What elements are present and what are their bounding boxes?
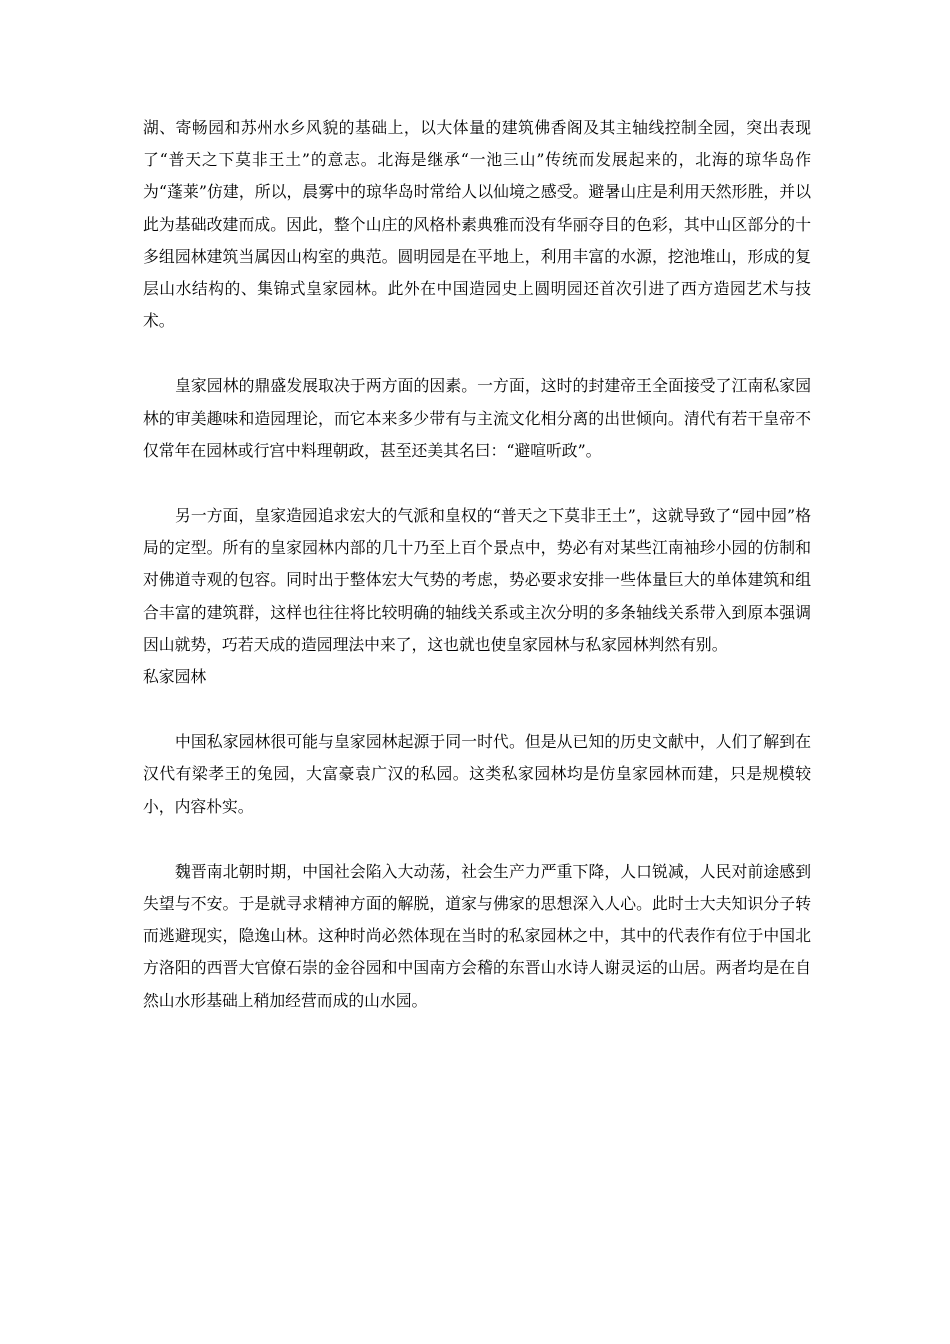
paragraph-royal-gardens-continued: 湖、寄畅园和苏州水乡风貌的基础上，以大体量的建筑佛香阁及其主轴线控制全园，突出表现了“普天之下莫非王土”的意志。北海是继承“一池三山”传统而发展起来的，北海的琼华岛作为“蓬莱”仿建，所以，晨雾中的琼华岛时常给人以仙境之感受。避暑山庄是利用天然形胜，并以此为基础改建而成。因此，整个山庄的风格朴素典雅而没有华丽夺目的色彩，其中山区部分的十多组园林建筑当属因山构室的典范。圆明园是在平地上，利用丰富的水源，挖池堆山，形成的复层山水结构的、集锦式皇家园林。此外在中国造园史上圆明园还首次引进了西方造园艺术与技术。 — [143, 118, 811, 331]
paragraph-wei-jin-period: 魏晋南北朝时期，中国社会陷入大动荡，社会生产力严重下降，人口锐减，人民对前途感到失望与不安。于是就寻求精神方面的解脱，道家与佛家的思想深入人心。此时士大夫知识分子转而逃避现实，隐逸山林。这种时尚必然体现在当时的私家园林之中，其中的代表作有位于中国北方洛阳的西晋大官僚石崇的金谷园和中国南方会稽的东晋山水诗人谢灵运的山居。两者均是在自然山水形基础上稍加经营而成的山水园。 — [143, 861, 811, 1010]
paragraph-royal-gardens-factors: 皇家园林的鼎盛发展取决于两方面的因素。一方面，这时的封建帝王全面接受了江南私家园林的审美趣味和造园理论，而它本来多少带有与主流文化相分离的出世倾向。清代有若干皇帝不仅常年在园林或行宫中料理朝政，甚至还美其名曰：“避喧听政”。 — [143, 376, 811, 460]
section-heading-private-gardens: 私家园林 — [143, 667, 207, 687]
paragraph-royal-gardens-other-aspect: 另一方面，皇家造园追求宏大的气派和皇权的“普天之下莫非王土”，这就导致了“园中园”格局的定型。所有的皇家园林内部的几十乃至上百个景点中，势必有对某些江南袖珍小园的仿制和对佛道寺观的包容。同时出于整体宏大气势的考虑，势必要求安排一些体量巨大的单体建筑和组合丰富的建筑群，这样也往往将比较明确的轴线关系或主次分明的多条轴线关系带入到原本强调因山就势，巧若天成的造园理法中来了，这也就也使皇家园林与私家园林判然有别。 — [143, 506, 811, 654]
document-body — [143, 112, 811, 1017]
paragraph-private-gardens-origin: 中国私家园林很可能与皇家园林起源于同一时代。但是从已知的历史文献中，人们了解到在汉代有梁孝王的兔园，大富豪袁广汉的私园。这类私家园林均是仿皇家园林而建，只是规模较小，内容朴实。 — [143, 732, 811, 816]
